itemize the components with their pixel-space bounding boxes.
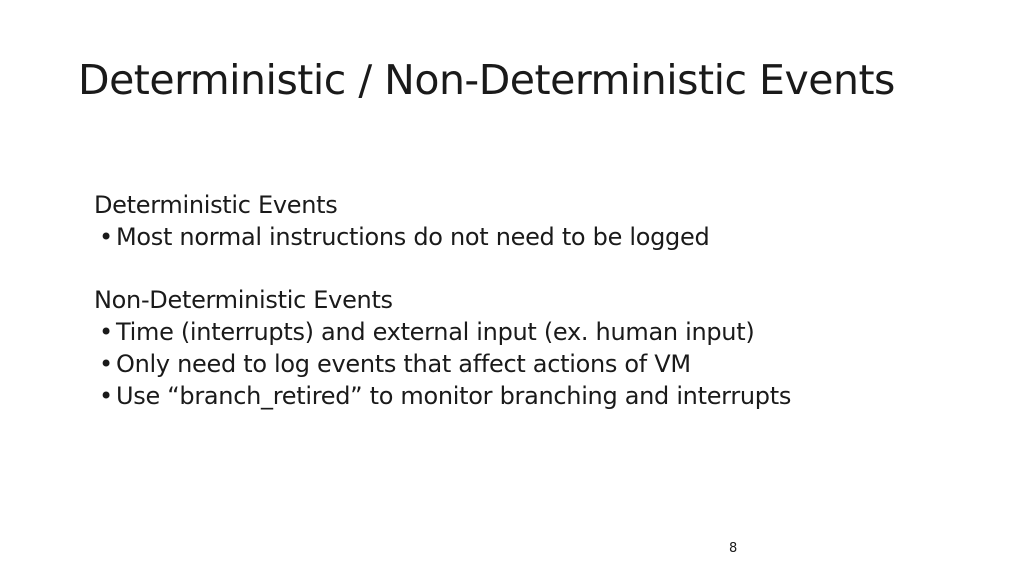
bullet-item [94, 380, 974, 412]
bullet-text: Only need to log events that affect actions of VM [116, 350, 691, 378]
bullet-list [94, 221, 974, 253]
bullet-icon: • [99, 223, 113, 251]
bullet-item [94, 316, 974, 348]
section-non-deterministic-events [94, 284, 974, 412]
bullet-icon: • [99, 350, 113, 378]
bullet-item [94, 221, 974, 253]
section-deterministic-events [94, 189, 974, 253]
bullet-text: Time (interrupts) and external input (ex. human input) [116, 318, 755, 346]
slide-title: Deterministic / Non-Deterministic Events [78, 56, 895, 104]
bullet-text: Most normal instructions do not need to be logged [116, 223, 710, 251]
bullet-icon: • [99, 382, 113, 410]
bullet-icon: • [99, 318, 113, 346]
section-heading: Deterministic Events [94, 191, 338, 219]
bullet-list [94, 316, 974, 412]
bullet-text: Use “branch_retired” to monitor branching and interrupts [116, 382, 792, 410]
slide-content [94, 189, 974, 443]
section-heading: Non-Deterministic Events [94, 286, 393, 314]
page-number: 8 [729, 541, 738, 556]
bullet-item [94, 348, 974, 380]
